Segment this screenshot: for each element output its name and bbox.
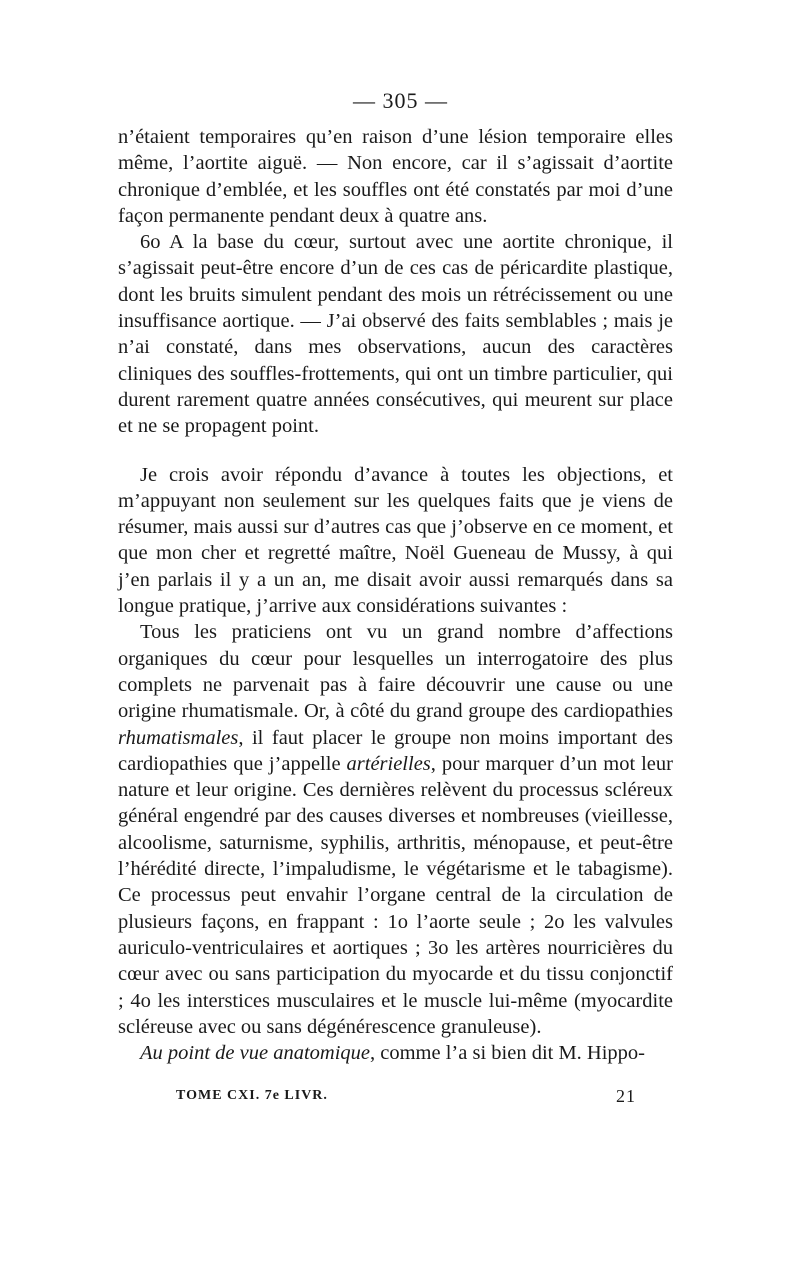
page-number: — 305 — <box>353 88 448 113</box>
paragraph-5-text: , comme l’a si bien dit M. Hippo- <box>370 1042 646 1065</box>
paragraph-2: 6o A la base du cœur, surtout avec une aortite chronique, il s’agissait peut-être encore d’un de ces cas de péricardite plastique, dont les bruits simulent pendant des mois un rétrécissement ou une insuffisance aortique. — J’ai observé des faits semblables ; mais je n’ai constaté, dans mes observations, aucun des caractères cliniques des souffles-frottements, qui ont un timbre particulier, qui durent rarement quatre années consécutives, qui meurent sur place et ne se propagent point. <box>118 231 673 438</box>
paragraph-3: Je crois avoir répondu d’avance à toutes les objections, et m’appuyant non seulement sur les quelques faits que je viens de résumer, mais aussi sur d’autres cas que j’observe en ce moment, et que mon cher et regretté maître, Noël Gueneau de Mussy, à qui j’en parlais il y a un an, me disait avoir aussi remarqués dans sa longue pratique, j’arrive aux considérations suivantes : <box>118 463 673 618</box>
paragraph-5 <box>118 1040 673 1066</box>
footer-volume: TOME CXI. 7e LIVR. <box>176 1088 328 1103</box>
paragraph-4-text-c: , pour marquer d’un mot leur nature et leur origine. Ces dernières relèvent du processus scléreux général engendré par des causes diverses et nombreuses (vieillesse, alcoolisme, saturnisme, syphilis, arthritis, ménopause, et peut-être l’hérédité directe, l’impaludisme, le végétarisme et le tabagisme). Ce processus peut envahir l’organe central de la circulation de plusieurs façons, en frappant : 1o l’aorte seule ; 2o les valvules auriculo-ventriculaires et aortiques ; 3o les artères nourricières du cœur avec ou sans participation du myocarde et du tissu conjonctif ; 4o les interstices musculaires et le muscle lui-même (myocardite scléreuse avec ou sans dégénérescence granuleuse). <box>118 752 673 1038</box>
italic-rhumatismales: rhumatismales <box>118 726 239 749</box>
italic-point-de-vue: Au point de vue anatomique <box>140 1042 371 1065</box>
italic-arterielles: artérielles <box>346 752 431 775</box>
page-footer <box>176 1088 636 1104</box>
footer-signature: 21 <box>616 1086 636 1106</box>
section-gap <box>118 440 673 462</box>
paragraph-4-text-b: , il faut placer le groupe non moins important des cardiopathies que j’appelle <box>118 726 673 775</box>
paragraph-4-text-a: Tous les praticiens ont vu un grand nombre d’affections organiques du cœur pour lesquelles un interrogatoire des plus complets ne parvenait pas à faire découvrir une cause ou une origine rhumatismale. Or, à côté du grand groupe des cardiopathies <box>118 621 673 723</box>
paragraph-4 <box>118 619 673 1040</box>
paragraph-1: n’étaient temporaires qu’en raison d’une lésion temporaire elles même, l’aortite aiguë. — Non encore, car il s’agissait d’aortite chronique d’emblée, et les souffles ont été constatés par moi d’une façon permanente pendant deux à quatre ans. <box>118 126 673 227</box>
page-body <box>118 88 673 1066</box>
